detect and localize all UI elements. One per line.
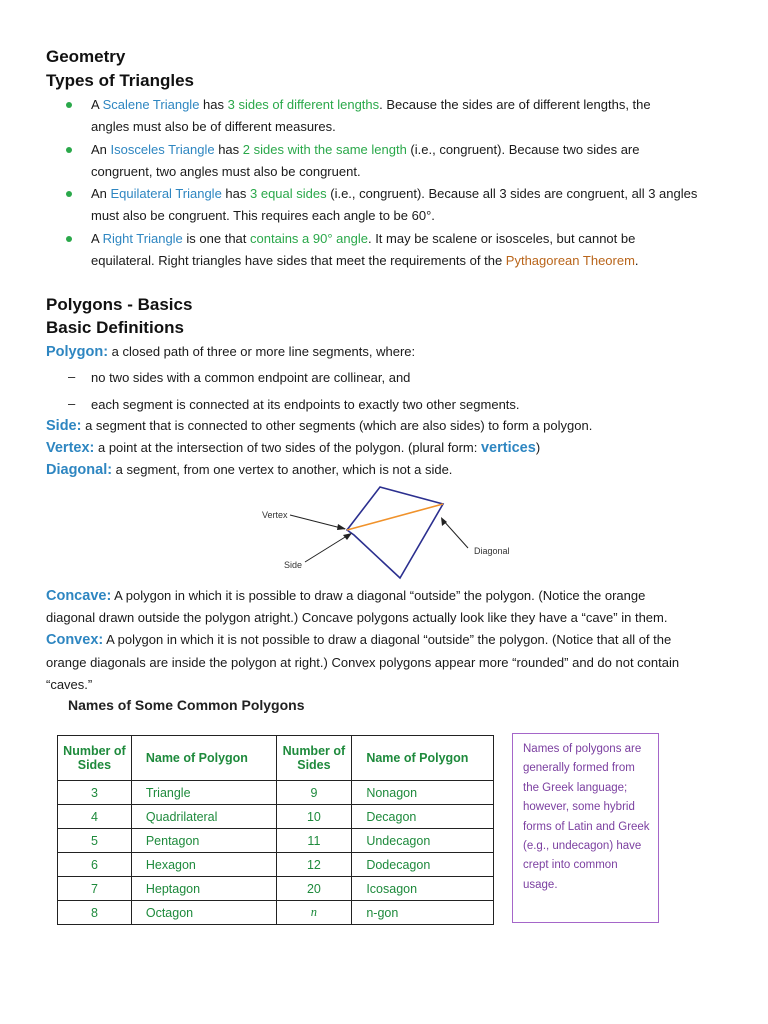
text: ) bbox=[535, 440, 541, 455]
text: An bbox=[91, 142, 111, 157]
table-cell: 6 bbox=[58, 853, 132, 877]
table-cell: 20 bbox=[276, 877, 352, 901]
polygon-shape bbox=[347, 487, 443, 578]
text: (i.e., congruent). Because all 3 sides are congruent, all 3 angles bbox=[326, 186, 698, 201]
table-row bbox=[58, 877, 494, 901]
heading-polygons-basics: Polygons - Basics bbox=[46, 295, 193, 314]
table-cell: Undecagon bbox=[352, 829, 494, 853]
label-diagonal: Diagonal bbox=[474, 546, 510, 556]
table-cell: Octagon bbox=[131, 901, 276, 925]
text: must also be congruent. This requires each angle to be 60°. bbox=[91, 208, 435, 223]
term-right: Right Triangle bbox=[102, 231, 183, 246]
greek-names-note: Names of polygons are generally formed from the Greek language; however, some hybrid forms of Latin and Greek (e.g., undecagon) have crept into common usage. bbox=[512, 733, 659, 923]
table-cell: n-gon bbox=[352, 901, 494, 925]
table-cell: 10 bbox=[276, 805, 352, 829]
heading-types-of-triangles: Types of Triangles bbox=[46, 71, 195, 90]
table-cell: Triangle bbox=[131, 781, 276, 805]
definition-convex bbox=[46, 629, 671, 651]
table-cell: Decagon bbox=[352, 805, 494, 829]
table-cell: Pentagon bbox=[131, 829, 276, 853]
text: a closed path of three or more line segments, where: bbox=[108, 344, 416, 359]
vertex-arrow bbox=[290, 515, 345, 529]
dash-icon: – bbox=[68, 396, 76, 411]
table-caption: Names of Some Common Polygons bbox=[68, 697, 305, 713]
column-header: Number of Sides bbox=[276, 736, 352, 781]
text: A bbox=[91, 97, 103, 112]
table-cell: 11 bbox=[276, 829, 352, 853]
definition-side bbox=[46, 415, 592, 437]
table-row bbox=[58, 901, 494, 925]
table-cell: 7 bbox=[58, 877, 132, 901]
text: is one that bbox=[182, 231, 251, 246]
term-equilateral: Equilateral Triangle bbox=[110, 186, 222, 201]
table-cell: Hexagon bbox=[131, 853, 276, 877]
table-cell: 5 bbox=[58, 829, 132, 853]
column-header: Name of Polygon bbox=[352, 736, 494, 781]
bullet-icon bbox=[66, 191, 72, 197]
table-row bbox=[58, 805, 494, 829]
label-side: Side bbox=[284, 560, 303, 570]
column-header: Number of Sides bbox=[58, 736, 132, 781]
text: a point at the intersection of two sides of the polygon. (plural form: bbox=[94, 440, 481, 455]
polygon-rule: each segment is connected at its endpoints to exactly two other segments. bbox=[91, 397, 520, 412]
table-cell: 3 bbox=[58, 781, 132, 805]
bullet-icon bbox=[66, 236, 72, 242]
table-cell: Quadrilateral bbox=[131, 805, 276, 829]
arrowhead-icon bbox=[343, 533, 352, 540]
text: A polygon in which it is possible to draw a diagonal “outside” the polygon. (Notice the orange bbox=[111, 588, 646, 603]
text: . bbox=[634, 253, 639, 268]
term-diagonal: Diagonal: bbox=[46, 462, 113, 478]
text: congruent, two angles must also be congruent. bbox=[91, 164, 361, 179]
polygon-rule: no two sides with a common endpoint are collinear, and bbox=[91, 370, 411, 385]
text: angles must also be of different measures. bbox=[91, 119, 336, 134]
text: A polygon in which it is not possible to draw a diagonal “outside” the polygon. (Notice that all of the bbox=[103, 632, 672, 647]
text: An bbox=[91, 186, 111, 201]
highlight: 3 sides of different lengths bbox=[227, 97, 380, 112]
text: . It may be scalene or isosceles, but cannot be bbox=[367, 231, 636, 246]
text: has bbox=[199, 97, 228, 112]
table-header-row bbox=[58, 736, 494, 781]
side-arrow bbox=[305, 534, 350, 562]
table-row bbox=[58, 781, 494, 805]
text: “caves.” bbox=[46, 677, 93, 692]
text: a segment, from one vertex to another, which is not a side. bbox=[112, 462, 453, 477]
polygon-diagram bbox=[250, 482, 520, 584]
term-vertex: Vertex: bbox=[46, 440, 95, 456]
text: has bbox=[221, 186, 250, 201]
bullet-icon bbox=[66, 147, 72, 153]
table-cell: Icosagon bbox=[352, 877, 494, 901]
text: a segment that is connected to other segments (which are also sides) to form a polygon. bbox=[81, 418, 593, 433]
term-isosceles: Isosceles Triangle bbox=[110, 142, 215, 157]
definition-vertex bbox=[46, 437, 540, 459]
text: (i.e., congruent). Because two sides are bbox=[406, 142, 640, 157]
term-concave: Concave: bbox=[46, 588, 112, 604]
table-cell: Dodecagon bbox=[352, 853, 494, 877]
highlight: 2 sides with the same length bbox=[242, 142, 407, 157]
definition-polygon bbox=[46, 341, 415, 363]
definition-concave bbox=[46, 585, 645, 607]
heading-basic-definitions: Basic Definitions bbox=[46, 318, 184, 337]
arrowhead-icon bbox=[441, 517, 447, 526]
text: has bbox=[214, 142, 243, 157]
table-cell: n bbox=[276, 901, 352, 925]
table-cell: 9 bbox=[276, 781, 352, 805]
term-polygon: Polygon: bbox=[46, 344, 109, 360]
dash-icon: – bbox=[68, 369, 76, 384]
column-header: Name of Polygon bbox=[131, 736, 276, 781]
table-row bbox=[58, 853, 494, 877]
highlight: 3 equal sides bbox=[250, 186, 327, 201]
diagonal-line bbox=[347, 504, 443, 530]
term-side: Side: bbox=[46, 418, 82, 434]
heading-geometry: Geometry bbox=[46, 47, 126, 66]
diagonal-arrow bbox=[442, 519, 468, 548]
table-cell: 4 bbox=[58, 805, 132, 829]
text: A bbox=[91, 231, 103, 246]
term-convex: Convex: bbox=[46, 632, 104, 648]
table-cell: 12 bbox=[276, 853, 352, 877]
arrowhead-icon bbox=[337, 524, 346, 530]
table-cell: Heptagon bbox=[131, 877, 276, 901]
text: diagonal drawn outside the polygon atright.) Concave polygons actually look like they have a “cave” in them. bbox=[46, 610, 668, 625]
label-vertex: Vertex bbox=[262, 510, 288, 520]
table-cell: 8 bbox=[58, 901, 132, 925]
polygon-names-table bbox=[57, 735, 494, 925]
highlight: contains a 90° angle bbox=[250, 231, 368, 246]
definition-diagonal bbox=[46, 459, 452, 481]
text: equilateral. Right triangles have sides that meet the requirements of the bbox=[91, 253, 506, 268]
text: . Because the sides are of different lengths, the bbox=[379, 97, 651, 112]
pythagorean-theorem-link: Pythagorean Theorem bbox=[505, 253, 635, 268]
text: orange diagonals are inside the polygon at right.) Convex polygons appear more “rounded” and do not contain bbox=[46, 655, 680, 670]
term-scalene: Scalene Triangle bbox=[102, 97, 200, 112]
table-cell: Nonagon bbox=[352, 781, 494, 805]
bullet-icon bbox=[66, 102, 72, 108]
term-vertices: vertices bbox=[480, 440, 536, 456]
table-row bbox=[58, 829, 494, 853]
